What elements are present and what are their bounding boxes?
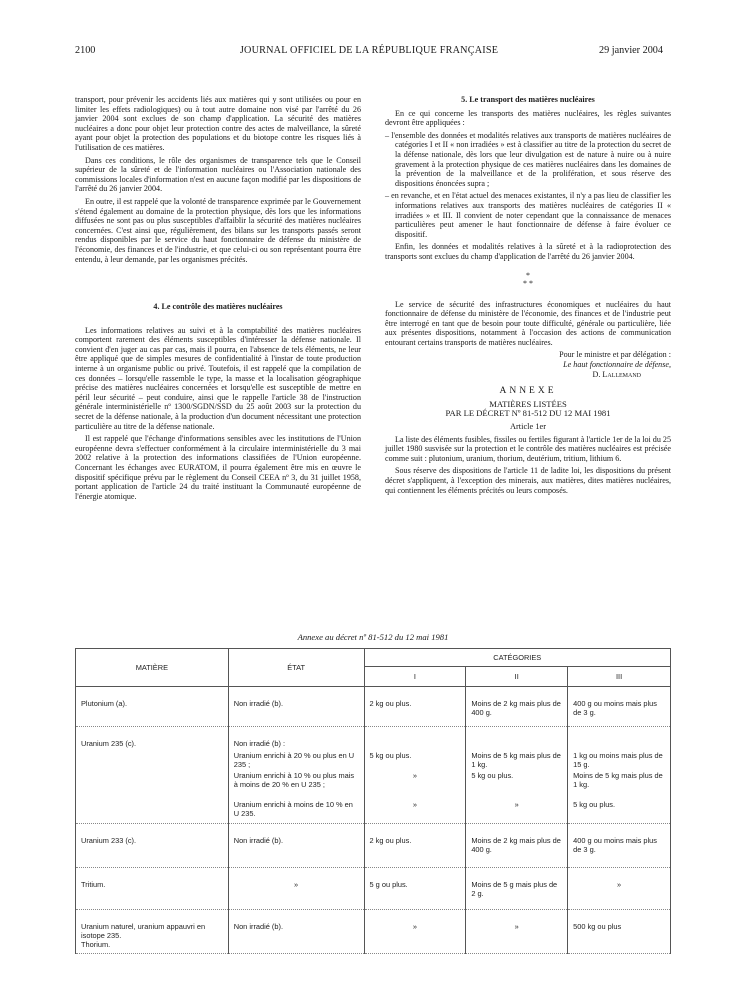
cell-cat1 — [364, 727, 466, 824]
cell-cat2: » — [466, 910, 568, 954]
cell-cat3: 400 g ou moins mais plus de 3 g. — [568, 687, 671, 727]
paragraph: Il est rappelé que l'échange d'informations sensibles avec les institutions de l'Union européenne devra s'effectuer conformément à la circulaire interministérielle du 3 mai 2002 relative à la protection des informations classifiées de l'Union européenne. Concernant les échanges avec EURATOM, il pourra également être mis en œuvre le dispositif spécifique prévu par le règlement du Conseil CEEA nº 3, du 31 juillet 1958, portant application de l'article 24 du traité instituant la Communauté européenne de l'énergie atomique. — [75, 434, 361, 501]
asterism — [385, 272, 671, 288]
table-row-natural-uranium — [76, 910, 671, 954]
asterism-top: * — [526, 270, 530, 280]
col-header-matiere: MATIÈRE — [76, 649, 229, 687]
page-number: 2100 — [75, 45, 96, 56]
etat-item: Uranium enrichi à moins de 10 % en U 235. — [233, 800, 353, 818]
signature-name: D. Lallemand — [592, 369, 641, 379]
matiere-line: Uranium naturel, uranium appauvri en isotope 235. — [81, 922, 206, 940]
cell-value: 5 kg ou plus. — [471, 771, 514, 780]
asterism-bottom: * * — [523, 278, 533, 288]
matiere-line: Thorium. — [81, 940, 111, 949]
cell-cat1: 2 kg ou plus. — [364, 687, 466, 727]
bullet-item: – en revanche, et en l'état actuel des menaces existantes, il n'y a pas lieu de classifier les informations relatives aux transports des matières nucléaires de catégories II « irradiées » et III. Il convient de noter cependant que la connaissance de menaces particulières peut amener le haut fonctionnaire de défense à faire évoluer ce dispositif. — [385, 191, 671, 239]
etat-item: Uranium enrichi à 20 % ou plus en U 235 ; — [233, 751, 355, 769]
table-row-uranium235 — [76, 727, 671, 824]
table-row-uranium233 — [76, 824, 671, 868]
paragraph: En outre, il est rappelé que la volonté de transparence exprimée par le Gouvernement s'étend également au domaine de la protection physique, dès lors que les informations diffusées ne sont pas ou plus susceptibles d'affaiblir la sécurité des matières nucléaires concernées. C'est ainsi que, régulièrement, des bilans sur les transports passés seront rendus disponibles par le service du haut fonctionnaire de défense du ministère de l'économie, des finances et de l'industrie, et que celui-ci ou son représentant pourra être entendu, à leur demande, par les organismes précités. — [75, 196, 361, 264]
signature-title: Le haut fonctionnaire de défense, — [563, 360, 671, 370]
article-heading: Article 1er — [509, 422, 547, 432]
signature-line: Pour le ministre et par délégation : — [559, 350, 671, 360]
cell-matiere: Tritium. — [76, 868, 229, 910]
col-header-etat: ÉTAT — [228, 649, 364, 687]
annex-subtitle: MATIÈRES LISTÉES — [489, 398, 567, 409]
cell-cat1: » — [364, 910, 466, 954]
annex-decree: PAR LE DÉCRET Nº 81-512 DU 12 MAI 1981 — [445, 408, 611, 419]
col-header-cat3: III — [568, 667, 671, 687]
cell-value: 5 kg ou plus. — [369, 751, 412, 760]
paragraph: En ce qui concerne les transports des matières nucléaires, les règles suivantes devront être appliquées : — [385, 108, 671, 128]
table-row-plutonium — [76, 687, 671, 727]
table-row-tritium — [76, 868, 671, 910]
paragraph: Sous réserve des dispositions de l'article 11 de ladite loi, les dispositions du présent décret s'appliquent, à l'exception des minerais, aux matières, dites matières nucléaires, qui contiennent les éléments précités ou leurs composés. — [385, 466, 671, 495]
cell-value: 5 kg ou plus. — [573, 800, 616, 809]
paragraph: Les informations relatives au suivi et à la comptabilité des matières nucléaires comportent rarement des éléments susceptibles d'intéresser la défense nationale. Il convient d'en juger au cas par cas, mais il pourra, en l'absence de tels éléments, ne leur être appliqué que de simples mesures de confidentialité à l'instar de toute production interne à un organisme public ou privé. Toutefois, il est rappelé que la compilation de ces données – lorsqu'elle rassemble le type, la masse et la localisation géographique précise des matières nucléaires concernées et lorsqu'elle est susceptible de mettre en péril leur sécurité – peut conduire, ainsi que le rappelle l'article 38 de l'instruction générale interministérielle nº 1300/SGDN/SSD du 25 août 2003 sur la protection du secret de la défense nationale, à la production d'un document nécessitant une protection particulière au titre de la défense nationale. — [75, 325, 361, 431]
cell-matiere: Uranium 235 (c). — [76, 727, 229, 824]
cell-cat3: 400 g ou moins mais plus de 3 g. — [568, 824, 671, 868]
cell-cat1: 5 g ou plus. — [364, 868, 466, 910]
cell-value: » — [514, 800, 519, 809]
paragraph: transport, pour prévenir les accidents liés aux matières qui y sont utilisées ou pour en limiter les effets radiologiques) ou à tout autre domaine non visé par l'arrêté du 26 janvier 2004 sont exclues de son champ d'application. La sécurité des matières nucléaires a donc pour objet leur protection contre des actes de malveillance, la sûreté ayant pour objet la protection des populations et du biotope contre les risques liés à l'utilisation de ces matières. — [75, 95, 361, 152]
table-caption: Annexe au décret nº 81-512 du 12 mai 1981 — [297, 632, 449, 642]
cell-matiere: Uranium 233 (c). — [76, 824, 229, 868]
left-column — [75, 95, 361, 501]
cell-cat1: 2 kg ou plus. — [364, 824, 466, 868]
cell-cat3: » — [568, 868, 671, 910]
page-header — [75, 45, 663, 59]
col-header-categories: CATÉGORIES — [364, 649, 671, 667]
bullet-item: – l'ensemble des données et modalités relatives aux transports de matières nucléaires de catégories I et II « non irradiées » est à classifier au titre de la protection du secret de la défense nationale, dès lors que leur divulgation est de nature à nuire ou à nuire gravement à la protection physique de ces matières nucléaires dans les domaines de la prévention de la malveillance et de la prolifération, et sous réserve des dispositions énoncées supra ; — [385, 130, 671, 188]
col-header-cat1: I — [364, 667, 466, 687]
cell-cat2 — [466, 727, 568, 824]
section-heading: 5. Le transport des matières nucléaires — [461, 95, 595, 104]
cell-value: » — [412, 771, 417, 780]
categories-table — [75, 648, 671, 954]
col-header-cat2: II — [466, 667, 568, 687]
cell-cat2: Moins de 5 g mais plus de 2 g. — [466, 868, 568, 910]
journal-title: JOURNAL OFFICIEL DE LA RÉPUBLIQUE FRANÇAISE — [239, 45, 499, 56]
cell-cat3: 500 kg ou plus — [568, 910, 671, 954]
cell-value: » — [412, 800, 417, 809]
etat-item: Uranium enrichi à 10 % ou plus mais à moins de 20 % en U 235 ; — [233, 771, 355, 789]
cell-etat: Non irradié (b). — [228, 910, 364, 954]
cell-etat: Non irradié (b). — [228, 824, 364, 868]
paragraph: Enfin, les données et modalités relatives à la sûreté et à la radioprotection des transports sont exclues du champ d'application de l'arrêté du 26 janvier 2004. — [385, 242, 671, 261]
cell-value: Moins de 5 kg mais plus de 1 kg. — [573, 771, 663, 789]
publication-date: 29 janvier 2004 — [599, 45, 663, 56]
paragraph: Le service de sécurité des infrastructures économiques et nucléaires du haut fonctionnaire de défense du ministère de l'économie, des finances et de l'industrie peut être interrogé en tant que de besoin pour toute difficulté, générale ou particulière, liée aux présentes dispositions, notamment à l'occasion des actions de communication entourant certains transports de matières nucléaires. — [385, 299, 671, 347]
section-heading: 4. Le contrôle des matières nucléaires — [153, 302, 283, 312]
cell-matiere: Plutonium (a). — [76, 687, 229, 727]
cell-value: 1 kg ou moins mais plus de 15 g. — [573, 751, 663, 769]
cell-etat — [228, 727, 364, 824]
cell-cat2: Moins de 2 kg mais plus de 400 g. — [466, 687, 568, 727]
paragraph: Dans ces conditions, le rôle des organismes de transparence tels que le Conseil supérieur de la sûreté et de l'information nucléaires ou l'Association nationale des commissions locales d'information n'est en aucune façon modifié par les dispositions de l'arrêté du 26 janvier 2004. — [75, 155, 361, 194]
cell-matiere — [76, 910, 229, 954]
cell-cat2: Moins de 2 kg mais plus de 400 g. — [466, 824, 568, 868]
right-column — [385, 95, 671, 495]
annex-title: ANNEXE — [499, 386, 557, 397]
cell-etat: » — [228, 868, 364, 910]
paragraph: La liste des éléments fusibles, fissiles ou fertiles figurant à l'article 1er de la loi du 25 juillet 1980 susvisée sur la protection et le contrôle des matières nucléaires est précisée comme suit : plutonium, uranium, thorium, deutérium, tritium, lithium 6. — [385, 434, 671, 463]
cell-cat3 — [568, 727, 671, 824]
etat-heading: Non irradié (b) : — [233, 739, 286, 748]
cell-value: Moins de 5 kg mais plus de 1 kg. — [471, 751, 561, 769]
cell-etat: Non irradié (b). — [228, 687, 364, 727]
